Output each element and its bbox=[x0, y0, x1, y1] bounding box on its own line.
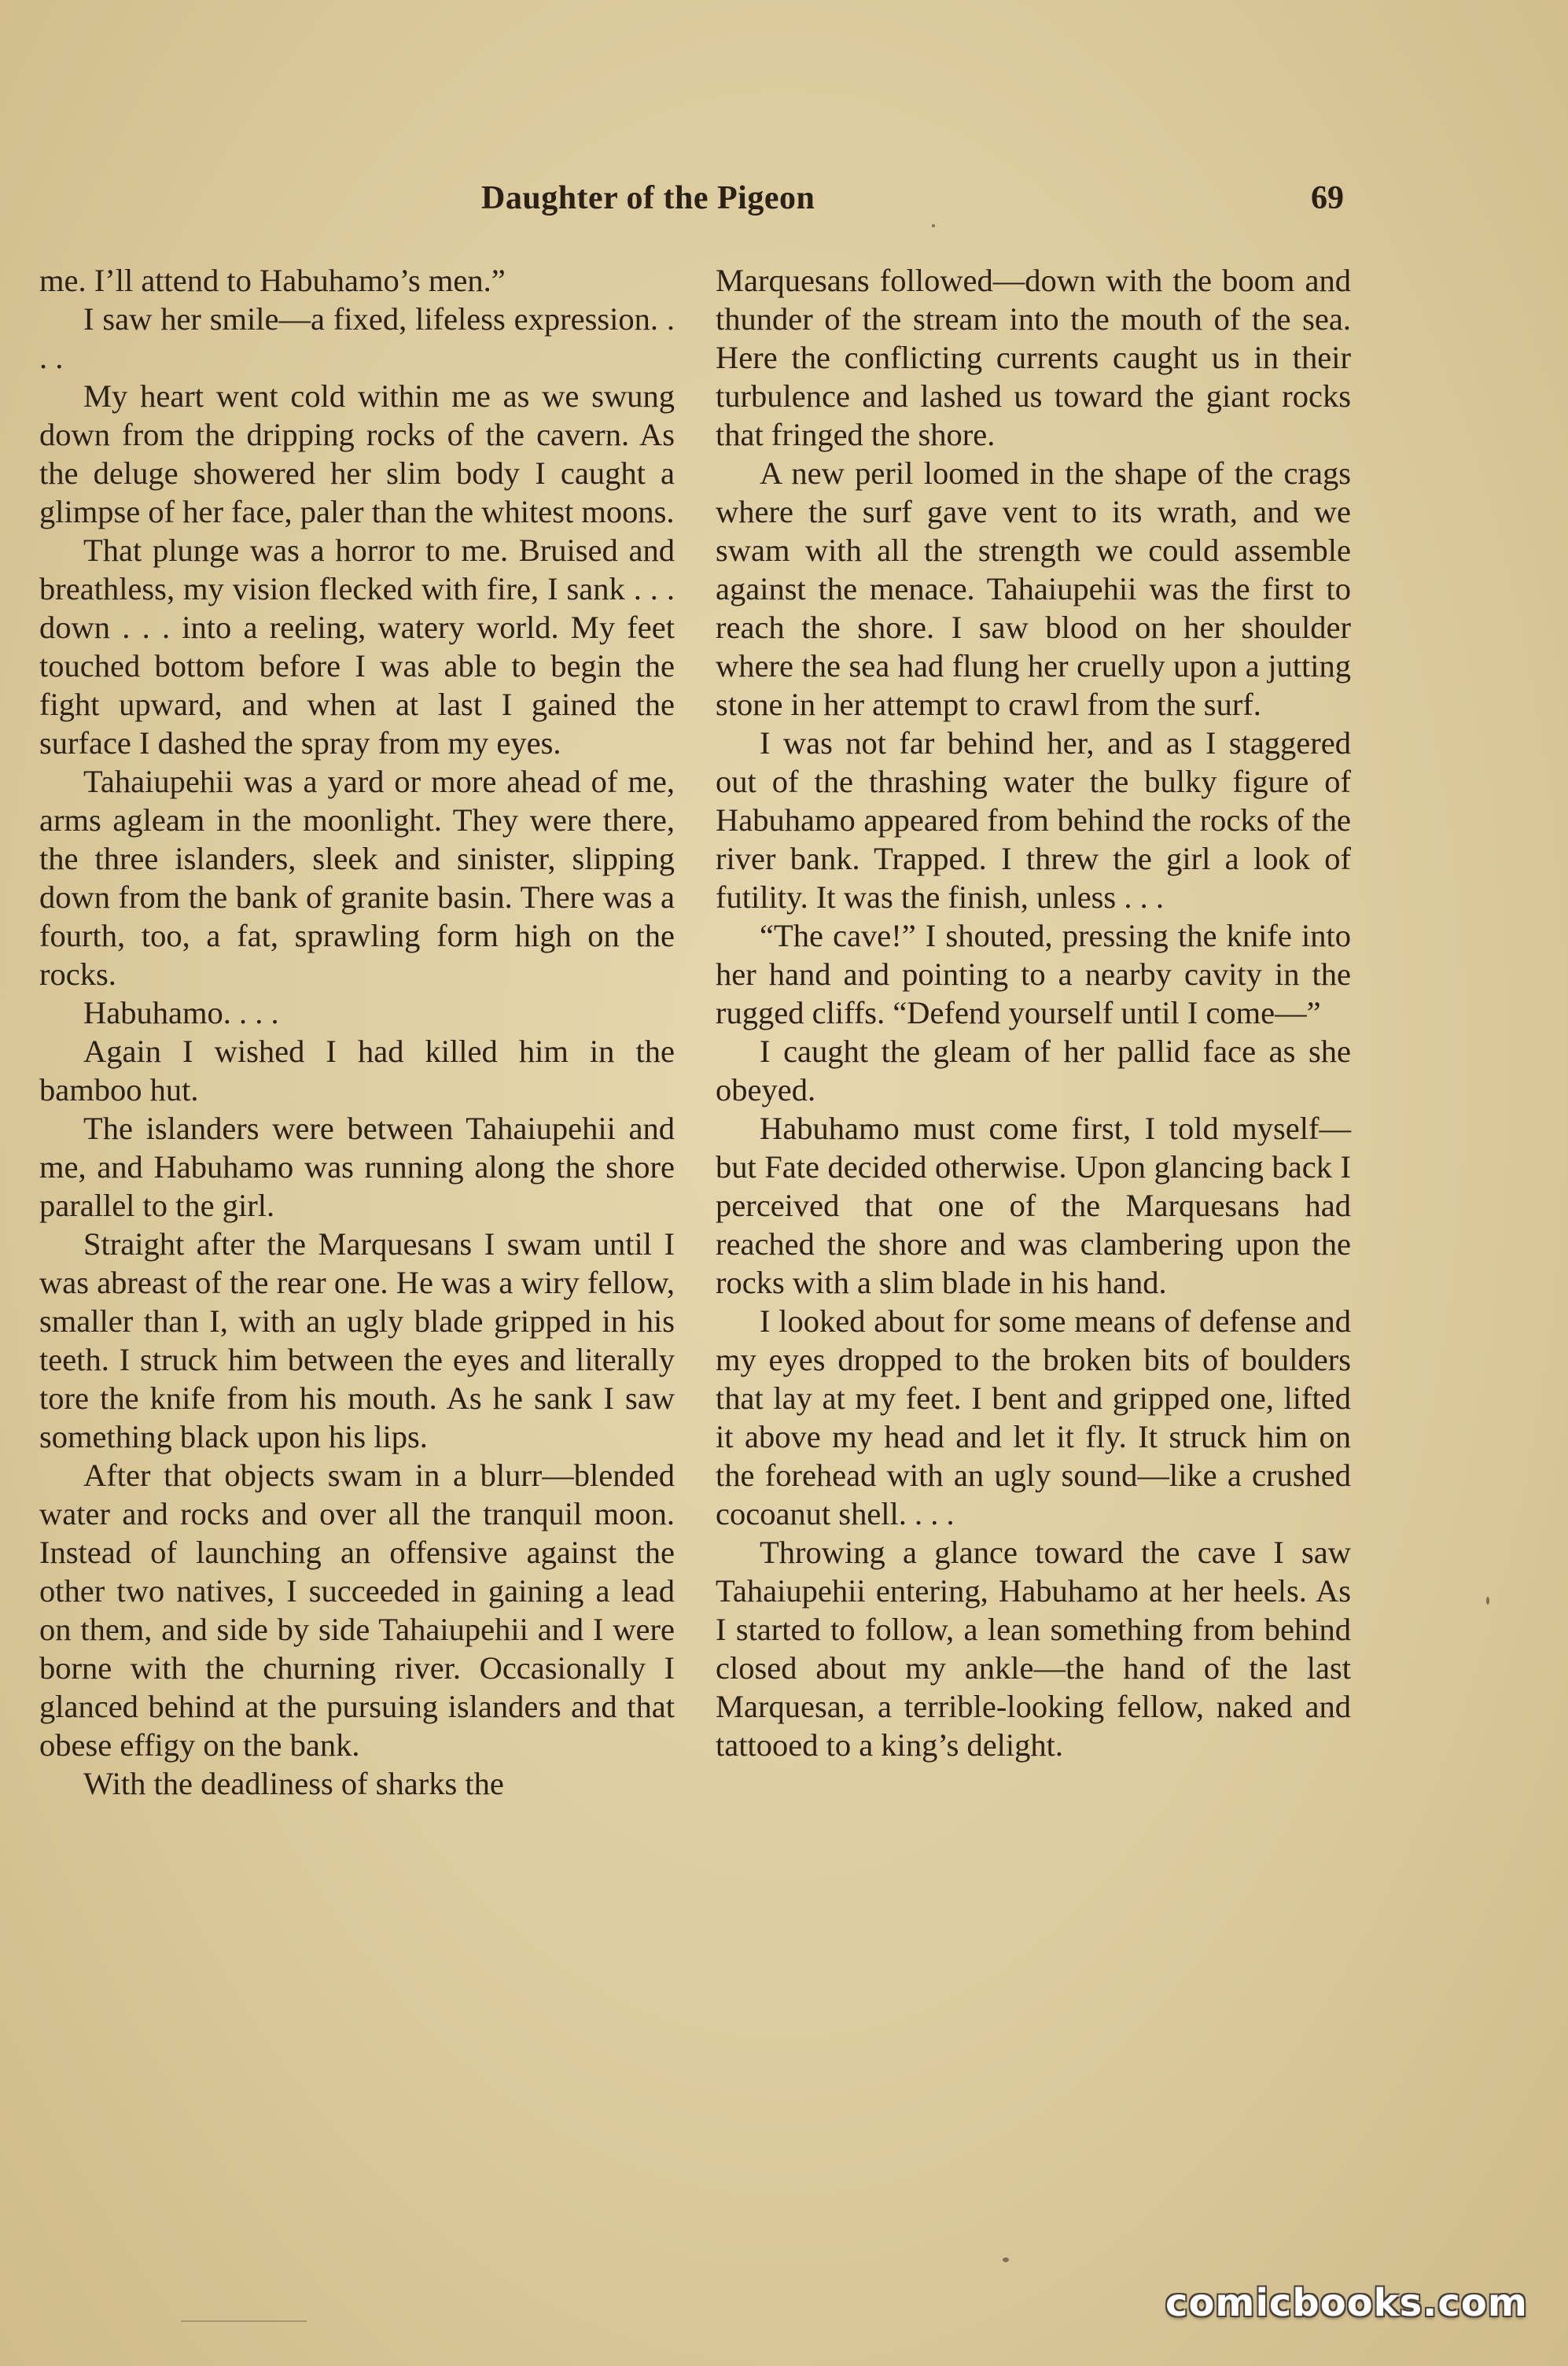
paragraph: Throwing a glance toward the cave I saw Tahaiupehii entering, Habuhamo at her heels. As I started to follow, a lean something from behind closed about my ankle—the hand of the last Marquesan, a terrible-looking fellow, naked and tattooed to a king’s delight. bbox=[716, 1535, 1351, 1763]
paragraph: I was not far behind her, and as I staggered out of the thrashing water the bulky figure of Habuhamo appeared from behind the rocks of the river bank. Trapped. I threw the girl a look of futility. It was the finish, unless . . . bbox=[716, 725, 1351, 915]
page-number: 69 bbox=[1311, 180, 1344, 216]
paper-speck bbox=[1003, 2257, 1009, 2262]
paragraph: I looked about for some means of defense and my eyes dropped to the broken bits of boulders that lay at my feet. I bent and gripped one, lifted it above my head and let it fly. It struck him on the forehead with an ugly sound—like a crushed cocoanut shell. . . . bbox=[716, 1303, 1351, 1531]
paragraph: I caught the gleam of her pallid face as she obeyed. bbox=[716, 1034, 1351, 1107]
paragraph: My heart went cold within me as we swung down from the dripping rocks of the cavern. As the deluge showered her slim body I caught a glimpse of her face, paler than the whitest moons. bbox=[39, 378, 675, 529]
paper-speck bbox=[932, 224, 935, 227]
paragraph: Tahaiupehii was a yard or more ahead of me, arms agleam in the moonlight. They were there, the three islanders, sleek and sinister, slipping down from the bank of granite basin. There was a fourth, too, a fat, sprawling form high on the rocks. bbox=[39, 764, 675, 992]
paragraph: That plunge was a horror to me. Bruised and breathless, my vision flecked with fire, I sank . . . down . . . into a reeling, watery world. My feet touched bottom before I was able to begin the fight upward, and when at last I gained the surface I dashed the spray from my eyes. bbox=[39, 533, 675, 761]
paragraph: me. I’ll attend to Habuhamo’s men.” bbox=[39, 263, 506, 298]
paragraph: “The cave!” I shouted, pressing the knife into her hand and pointing to a nearby cavity in the rugged cliffs. “Defend yourself until I come—” bbox=[716, 918, 1351, 1030]
paragraph: The islanders were between Tahaiupehii and me, and Habuhamo was running along the shore parallel to the girl. bbox=[39, 1111, 675, 1223]
paragraph: After that objects swam in a blurr—blended water and rocks and over all the tranquil moon. Instead of launching an offensive against the other two natives, I succeeded in gaining a lead on them, and side by side Tahaiupehii and I were borne with the churning river. Occasionally I glanced behind at the pursuing islanders and that obese effigy on the bank. bbox=[39, 1458, 675, 1763]
page-header bbox=[0, 179, 1568, 227]
paragraph: Habuhamo. . . . bbox=[83, 995, 279, 1030]
paragraph: Habuhamo must come first, I told myself—but Fate decided otherwise. Upon glancing back I perceived that one of the Marquesans had reached the shore and was clambering upon the rocks with a slim blade in his hand. bbox=[716, 1111, 1351, 1300]
paper-scratch bbox=[181, 2320, 307, 2322]
paragraph: Marquesans followed—down with the boom and thunder of the stream into the mouth of the sea. Here the conflicting currents caught us in their turbulence and lashed us toward the giant rocks that fringed the shore. bbox=[716, 263, 1351, 452]
paragraph: Again I wished I had killed him in the bamboo hut. bbox=[39, 1034, 675, 1107]
running-title: Daughter of the Pigeon bbox=[481, 180, 815, 216]
paper-speck bbox=[1486, 1597, 1489, 1605]
paragraph: With the deadliness of sharks the bbox=[83, 1766, 504, 1801]
paragraph: I saw her smile—a fixed, lifeless expression. . . . bbox=[39, 301, 675, 375]
paragraph: Straight after the Marquesans I swam until I was abreast of the rear one. He was a wiry fellow, smaller than I, with an ugly blade gripped in his teeth. I struck him between the eyes and literally tore the knife from his mouth. As he sank I saw something black upon his lips. bbox=[39, 1226, 675, 1454]
paragraph: A new peril loomed in the shape of the crags where the surf gave vent to its wrath, and we swam with all the strength we could assemble against the menace. Tahaiupehii was the first to reach the shore. I saw blood on her shoulder where the sea had flung her cruelly upon a jutting stone in her attempt to crawl from the surf. bbox=[716, 455, 1351, 722]
right-column bbox=[716, 261, 1351, 1764]
watermark-logo: comicbooks.com bbox=[1165, 2281, 1528, 2325]
left-column bbox=[39, 261, 675, 1803]
